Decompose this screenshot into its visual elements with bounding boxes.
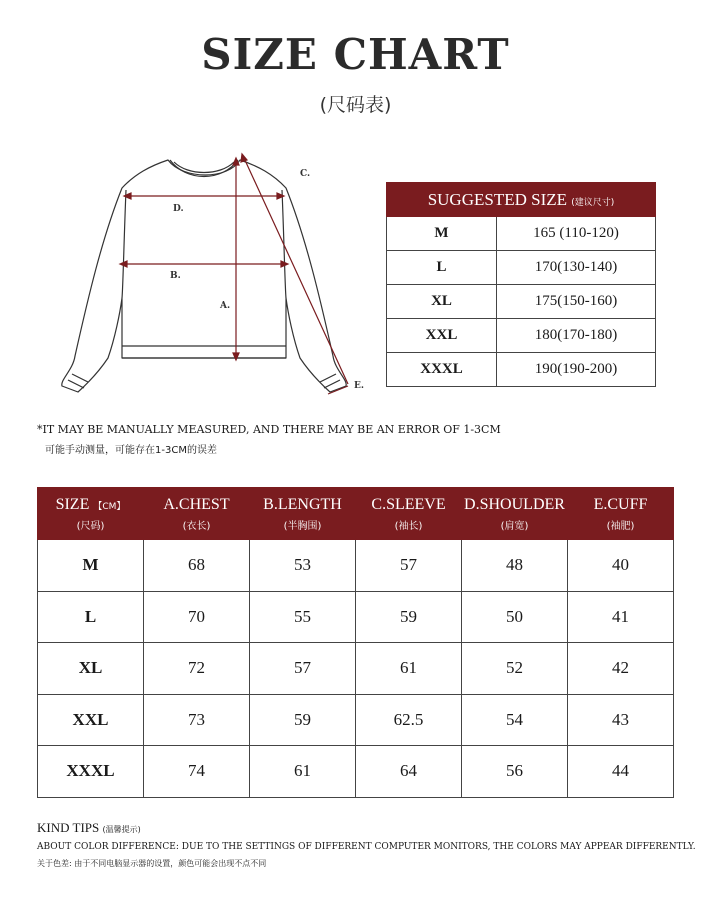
table-row: L 70 55 59 50 41	[38, 591, 674, 643]
measurement-note: *IT MAY BE MANUALLY MEASURED, AND THERE MAY BE AN ERROR OF 1-3CM	[37, 423, 501, 436]
label-c: C.	[300, 169, 311, 179]
page-subtitle: (尺码表)	[319, 94, 392, 116]
label-b: B.	[170, 271, 181, 281]
table-row: XXXL 190(190-200)	[387, 353, 656, 387]
column-header-size: SIZE 【CM】 (尺码)	[38, 488, 144, 540]
size-table-header-row	[38, 488, 674, 540]
column-header-cuff: E.CUFF (袖肥)	[568, 488, 674, 540]
size-table	[37, 487, 674, 798]
measure-line-c	[244, 158, 348, 384]
measurement-note-cn: 可能手动测量，可能存在1-3CM的误差	[45, 445, 217, 456]
column-header-sleeve: C.SLEEVE (袖长)	[356, 488, 462, 540]
kind-tips-text-cn: 关于色差: 由于不同电脑显示器的设置，颜色可能会出现不点不同	[37, 859, 267, 868]
page-title: SIZE CHART	[201, 30, 510, 79]
table-row: XL 72 57 61 52 42	[38, 643, 674, 695]
table-row: XXL 73 59 62.5 54 43	[38, 694, 674, 746]
label-a: A.	[220, 301, 231, 311]
table-row: XL 175(150-160)	[387, 285, 656, 319]
measure-line-e	[328, 386, 348, 394]
suggested-size-table	[386, 182, 656, 387]
kind-tips-title: KIND TIPS (温馨提示)	[37, 820, 141, 835]
label-e: E.	[354, 381, 364, 391]
table-row: M 165 (110-120)	[387, 217, 656, 251]
column-header-shoulder: D.SHOULDER (肩宽)	[462, 488, 568, 540]
column-header-chest: A.CHEST (衣长)	[144, 488, 250, 540]
label-d: D.	[173, 204, 184, 214]
column-header-length: B.LENGTH (半胸围)	[250, 488, 356, 540]
kind-tips-text: ABOUT COLOR DIFFERENCE: DUE TO THE SETTINGS OF DIFFERENT COMPUTER MONITORS, THE COLORS MAY APPEAR DIFFERENTLY.	[37, 842, 696, 852]
sweatshirt-diagram	[48, 148, 378, 403]
table-row: XXXL 74 61 64 56 44	[38, 746, 674, 798]
sweatshirt-outline	[62, 160, 346, 392]
suggested-size-header: SUGGESTED SIZE (建议尺寸)	[387, 183, 656, 217]
table-row: XXL 180(170-180)	[387, 319, 656, 353]
table-row: M 68 53 57 48 40	[38, 540, 674, 592]
table-row: L 170(130-140)	[387, 251, 656, 285]
